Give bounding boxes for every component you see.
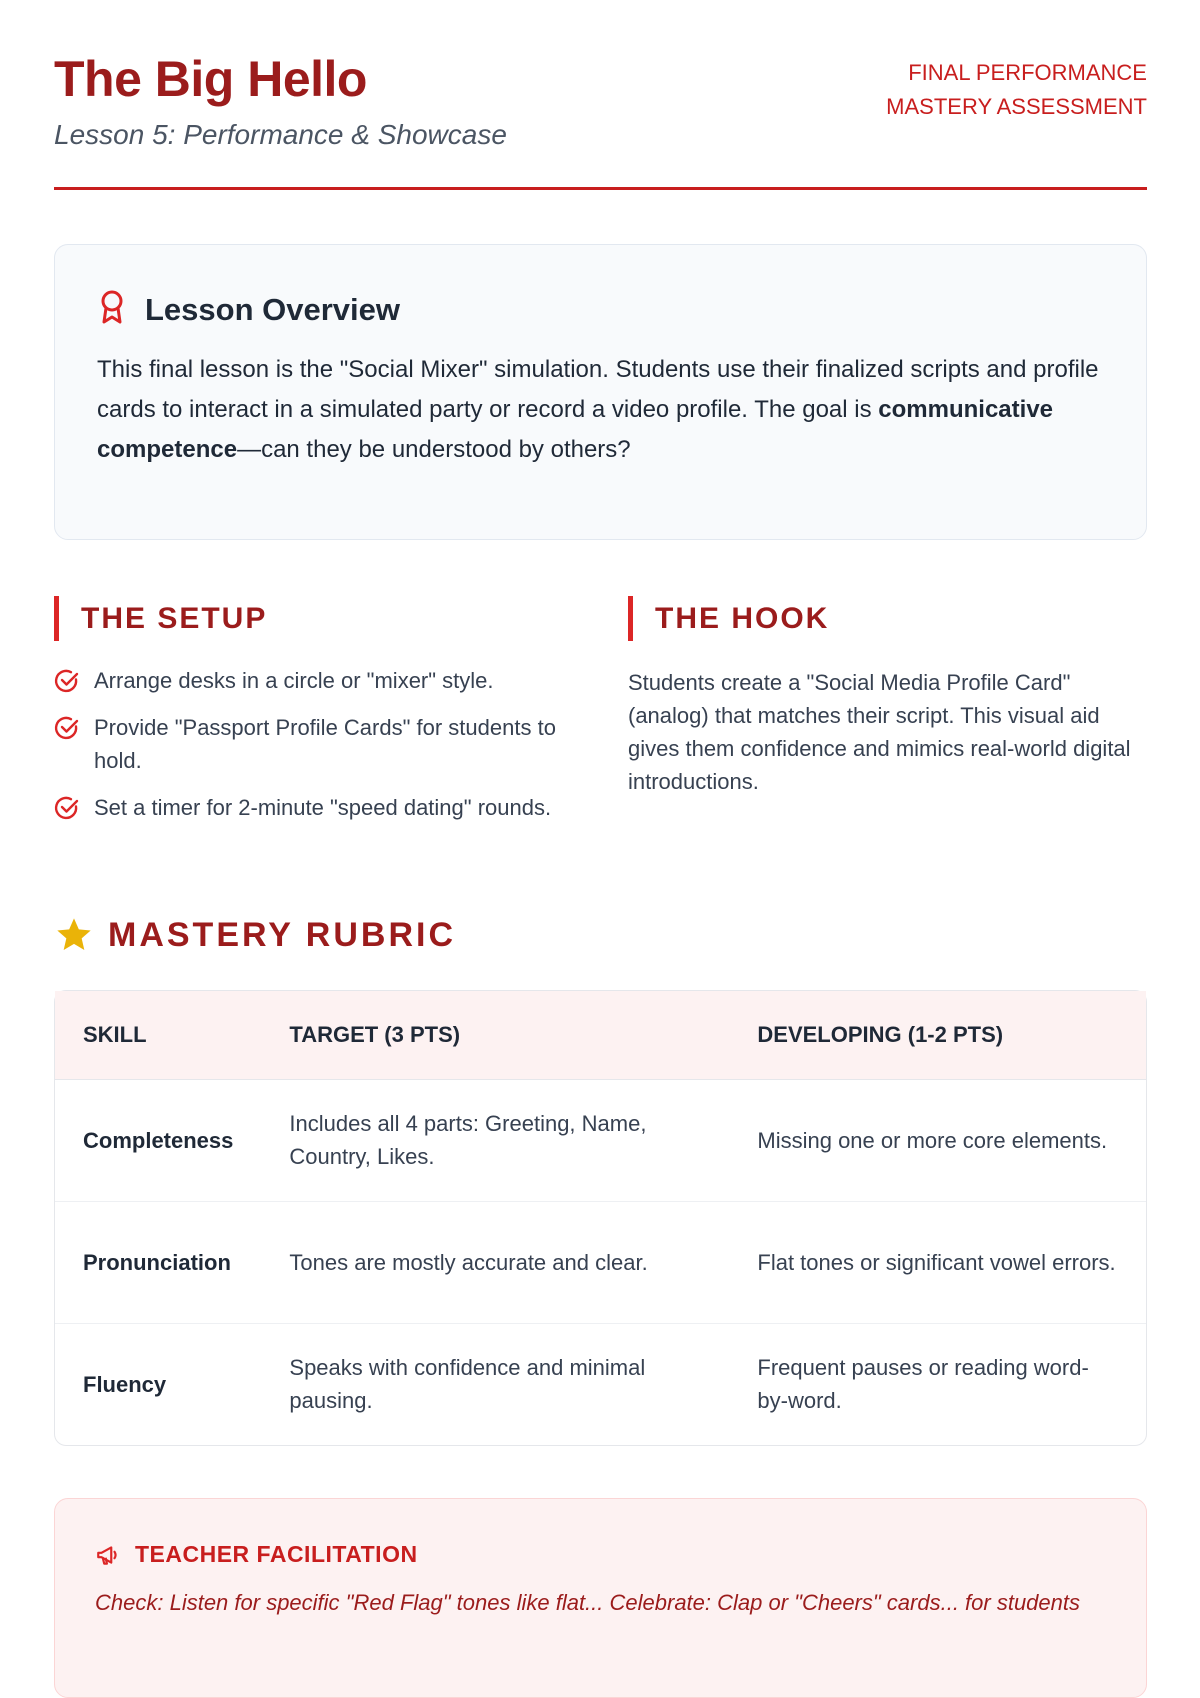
check-circle-icon [54, 668, 80, 694]
table-header-row [55, 991, 1146, 1079]
cell-target: Tones are mostly accurate and clear. [261, 1201, 729, 1323]
list-item: Set a timer for 2-minute "speed dating" rounds. [54, 791, 574, 824]
lesson-overview-card [54, 244, 1147, 540]
hook-heading: THE HOOK [628, 596, 829, 641]
list-item: Provide "Passport Profile Cards" for students to hold. [54, 711, 574, 777]
column-header-target: TARGET (3 PTS) [261, 991, 729, 1079]
list-item: Arrange desks in a circle or "mixer" style. [54, 664, 574, 697]
facilitation-text: Check: Listen for specific "Red Flag" tones like flat... Celebrate: Clap or "Cheers" cards... for students [95, 1590, 1081, 1615]
cell-skill: Pronunciation [55, 1201, 261, 1323]
cell-skill: Fluency [83, 1371, 167, 1397]
column-header-developing: DEVELOPING (1-2 PTS) [729, 991, 1146, 1079]
assessment-badge [886, 56, 1147, 124]
page-subtitle: Lesson 5: Performance & Showcase [54, 119, 507, 150]
rubric-table [54, 990, 1147, 1446]
setup-checklist [54, 664, 574, 838]
overview-text: This final lesson is the "Social Mixer" simulation. Students use their finalized scripts and profile cards to interact in a simulated party or record a video profile. The goal is communicative competence—can they be understood by others? [97, 356, 1099, 463]
check-circle-icon [54, 795, 80, 821]
header-divider [54, 187, 1147, 190]
facilitation-title: TEACHER FACILITATION [135, 1541, 418, 1567]
teacher-facilitation-card [54, 1498, 1147, 1698]
overview-key-term: communicative competence [97, 396, 1054, 463]
badge-line-1: FINAL PERFORMANCE [908, 60, 1147, 85]
award-ribbon-icon [97, 289, 127, 330]
table-row [55, 1201, 1146, 1323]
badge-line-2: MASTERY ASSESSMENT [886, 94, 1147, 119]
page-header [54, 52, 1147, 192]
page-title: The Big Hello [54, 51, 367, 107]
column-header-skill: SKILL [55, 991, 261, 1079]
cell-developing: Missing one or more core elements. [729, 1079, 1146, 1201]
rubric-title: MASTERY RUBRIC [108, 915, 457, 954]
rubric-heading [54, 915, 456, 955]
table-row [55, 1079, 1146, 1201]
cell-developing: Flat tones or significant vowel errors. [729, 1201, 1146, 1323]
setup-heading: THE SETUP [54, 596, 267, 641]
star-icon [54, 915, 94, 955]
cell-developing: Frequent pauses or reading word-by-word. [757, 1355, 1089, 1414]
megaphone-icon [95, 1542, 121, 1568]
hook-text: Students create a "Social Media Profile Card" (analog) that matches their script. This visual aid gives them confidence and mimics real-world digital introductions. [628, 670, 1131, 794]
overview-title: Lesson Overview [145, 291, 401, 327]
cell-skill: Completeness [55, 1079, 261, 1201]
check-circle-icon [54, 715, 80, 741]
cell-target: Speaks with confidence and minimal pausing. [289, 1355, 646, 1414]
table-row [55, 1323, 1146, 1445]
cell-target: Includes all 4 parts: Greeting, Name, Country, Likes. [261, 1079, 729, 1201]
